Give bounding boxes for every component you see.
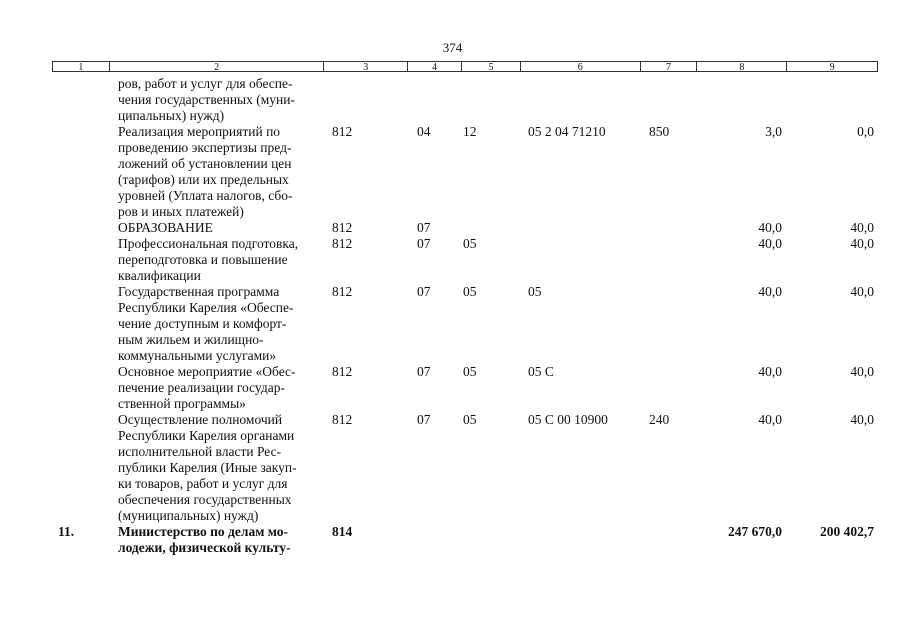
section-code: 07 (417, 412, 431, 427)
subsection-code: 05 (463, 364, 477, 379)
header-col-6: 6 (521, 62, 641, 71)
row-number: 11. (58, 524, 75, 539)
item-name: ОБРАЗОВАНИЕ (118, 220, 213, 235)
item-name: Министерство по делам мо- лодежи, физической культу- (118, 524, 291, 555)
amount-year1: 40,0 (758, 236, 782, 251)
admin-code: 812 (332, 364, 353, 379)
section-code: 07 (417, 364, 431, 379)
amount-year2: 0,0 (857, 124, 874, 139)
amount-year1: 3,0 (765, 124, 782, 139)
item-name: Основное мероприятие «Обес- печение реализации государ- ственной программы» (118, 364, 296, 411)
table-row (52, 524, 879, 556)
amount-year1: 40,0 (758, 284, 782, 299)
header-col-9: 9 (829, 62, 835, 73)
header-col-7: 7 (641, 62, 698, 71)
admin-code: 812 (332, 124, 353, 139)
header-col-8: 8 (697, 62, 787, 71)
table-row (52, 124, 879, 220)
page-number: 374 (442, 40, 463, 55)
target-article: 05 C (528, 364, 554, 379)
admin-code: 812 (332, 220, 353, 235)
header-col-4: 4 (408, 62, 462, 71)
amount-year2: 40,0 (850, 412, 874, 427)
table-row (52, 364, 879, 412)
amount-year1: 247 670,0 (728, 524, 782, 539)
section-code: 07 (417, 236, 431, 251)
table-header (52, 61, 878, 72)
amount-year2: 40,0 (850, 236, 874, 251)
section-code: 07 (417, 284, 431, 299)
header-col-1: 1 (53, 62, 110, 71)
amount-year2: 40,0 (850, 284, 874, 299)
subsection-code: 05 (463, 412, 477, 427)
admin-code: 812 (332, 236, 353, 251)
expense-type: 240 (649, 412, 670, 427)
header-col-2: 2 (110, 62, 324, 71)
admin-code: 812 (332, 284, 353, 299)
item-name: ров, работ и услуг для обеспе- чения государственных (муни- ципальных) нужд) (118, 76, 295, 123)
budget-table (52, 76, 879, 556)
target-article: 05 2 04 71210 (528, 124, 606, 139)
header-col-3: 3 (324, 62, 408, 71)
table-row (52, 412, 879, 524)
table-row (52, 236, 879, 284)
section-code: 04 (417, 124, 431, 139)
section-code: 07 (417, 220, 431, 235)
item-name: Государственная программа Республики Карелия «Обеспе- чение доступным и комфорт- ным жильем и жилищно- коммунальными услугами» (118, 284, 294, 363)
amount-year2: 200 402,7 (820, 524, 874, 539)
amount-year2: 40,0 (850, 364, 874, 379)
item-name: Реализация мероприятий по проведению экспертизы пред- ложений об установлении цен (тарифов) или их предельных уровней (Уплата налогов, сбо- ров и иных платежей) (118, 124, 293, 219)
admin-code: 814 (332, 524, 353, 539)
subsection-code: 05 (463, 236, 477, 251)
table-row (52, 284, 879, 364)
subsection-code: 05 (463, 284, 477, 299)
subsection-code: 12 (463, 124, 477, 139)
amount-year2: 40,0 (850, 220, 874, 235)
item-name: Профессиональная подготовка, переподготовка и повышение квалификации (118, 236, 299, 283)
item-name: Осуществление полномочий Республики Карелия органами исполнительной власти Рес- публики Карелия (Иные закуп- ки товаров, работ и услуг для обеспечения государственных (муниципальных) нужд) (118, 412, 297, 523)
target-article: 05 (528, 284, 542, 299)
amount-year1: 40,0 (758, 364, 782, 379)
table-row (52, 220, 879, 236)
target-article: 05 C 00 10900 (528, 412, 608, 427)
expense-type: 850 (649, 124, 670, 139)
amount-year1: 40,0 (758, 220, 782, 235)
table-row (52, 76, 879, 124)
header-col-5: 5 (462, 62, 521, 71)
amount-year1: 40,0 (758, 412, 782, 427)
admin-code: 812 (332, 412, 353, 427)
